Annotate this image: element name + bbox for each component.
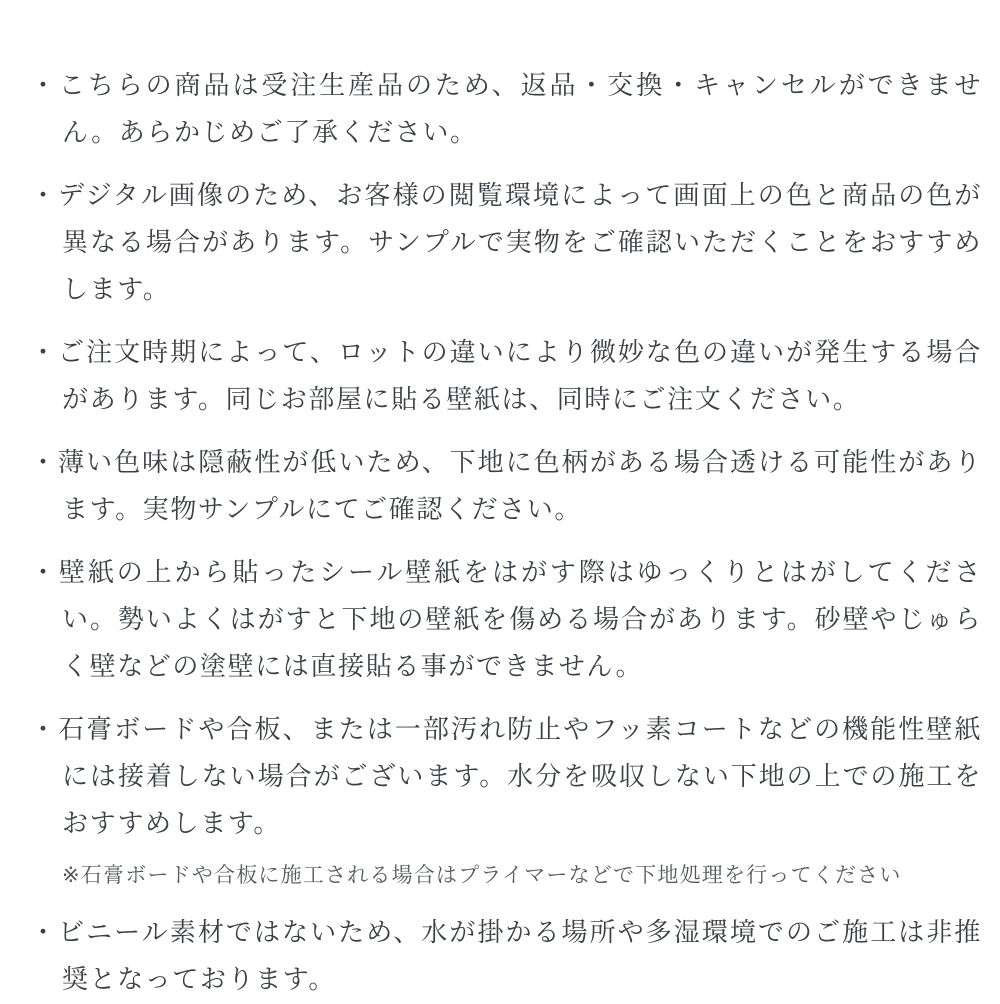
- notice-text: 石膏ボードや合板、または一部汚れ防止やフッ素コートなどの機能性壁紙には接着しない場合がございます。水分を吸収しない下地の上での施工をおすすめします。: [58, 715, 982, 839]
- bullet-marker: ・: [30, 558, 59, 588]
- notice-item-made-to-order: [30, 63, 982, 157]
- notice-item-color-difference: [30, 173, 982, 314]
- bullet-marker: ・: [30, 338, 59, 368]
- notice-item-adhesion-surface: [30, 707, 982, 848]
- bullet-marker: ・: [30, 715, 59, 745]
- notice-text: 薄い色味は隠蔽性が低いため、下地に色柄がある場合透ける可能性があります。実物サンプルにてご確認ください。: [58, 448, 982, 525]
- notice-item-lot-difference: [30, 330, 982, 424]
- notice-text: こちらの商品は受注生産品のため、返品・交換・キャンセルができません。あらかじめご了承ください。: [58, 71, 982, 148]
- notice-item-not-vinyl: [30, 910, 982, 1004]
- notice-footnote-primer: [30, 858, 982, 892]
- bullet-marker: ・: [30, 918, 59, 948]
- notice-item-light-color-transparency: [30, 440, 982, 534]
- footnote-marker: ※: [62, 863, 81, 887]
- bullet-marker: ・: [30, 71, 59, 101]
- bullet-marker: ・: [30, 448, 59, 478]
- notice-item-peeling-caution: [30, 550, 982, 691]
- notice-text: 壁紙の上から貼ったシール壁紙をはがす際はゆっくりとはがしてください。勢いよくはがすと下地の壁紙を傷める場合があります。砂壁やじゅらく壁などの塗壁には直接貼る事ができません。: [58, 558, 982, 682]
- notice-text: ビニール素材ではないため、水が掛かる場所や多湿環境でのご施工は非推奨となっております。: [58, 918, 982, 995]
- bullet-marker: ・: [30, 181, 59, 211]
- notice-text: ご注文時期によって、ロットの違いにより微妙な色の違いが発生する場合があります。同じお部屋に貼る壁紙は、同時にご注文ください。: [58, 338, 982, 415]
- footnote-text: 石膏ボードや合板に施工される場合はプライマーなどで下地処理を行ってください: [80, 863, 902, 887]
- notice-text: デジタル画像のため、お客様の閲覧環境によって画面上の色と商品の色が異なる場合があります。サンプルで実物をご確認いただくことをおすすめします。: [58, 181, 982, 305]
